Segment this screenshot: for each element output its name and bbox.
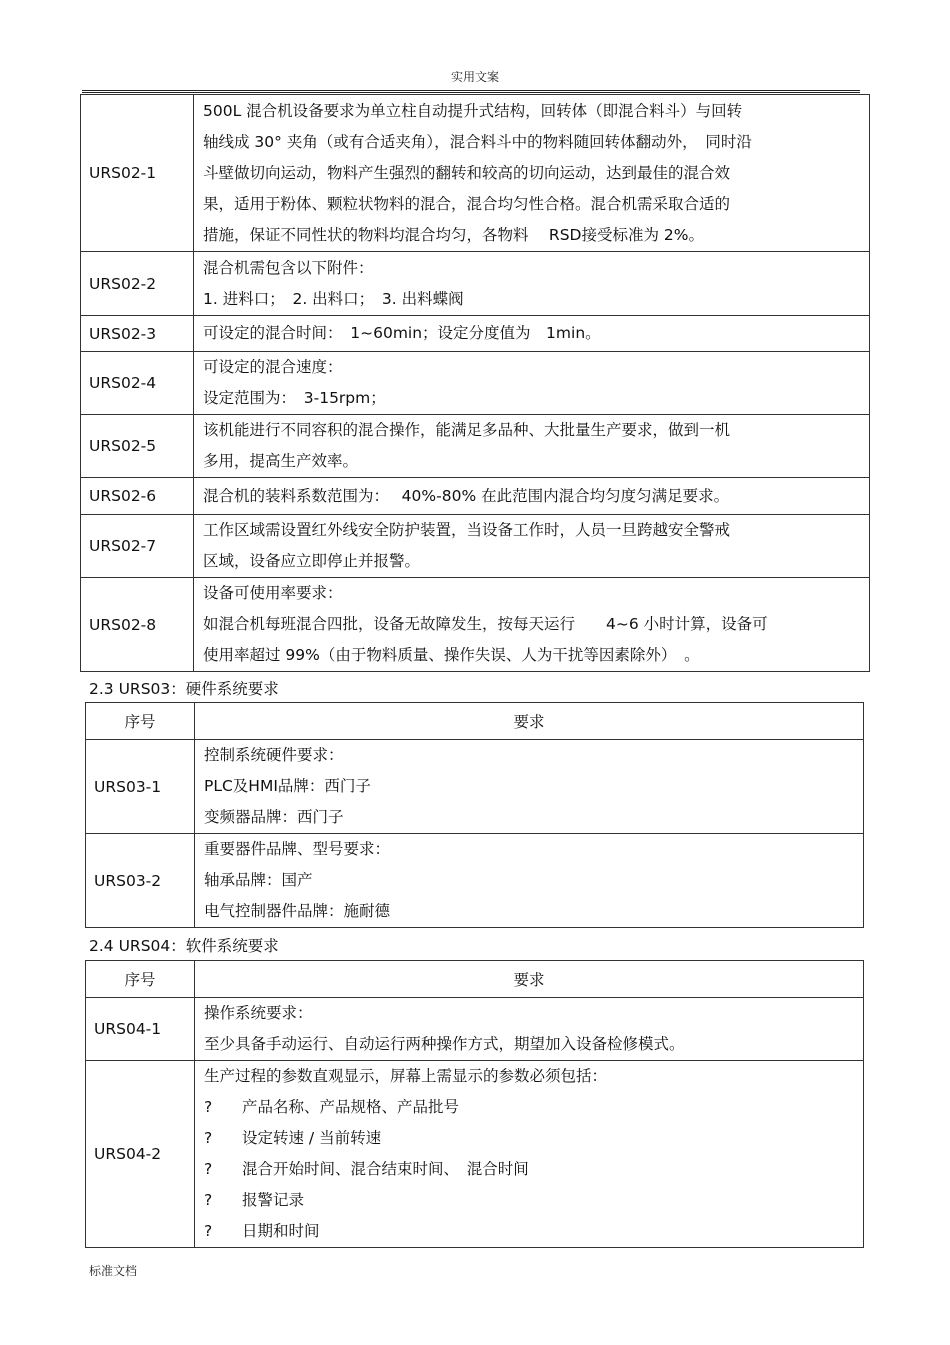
table-row — [81, 515, 870, 578]
content-line: 措施，保证不同性状的物料均混合均匀，各物料 RSD接受标准为 2%。 — [203, 225, 704, 244]
column-header-requirement: 要求 — [195, 961, 864, 998]
row-content — [195, 1061, 864, 1248]
column-header-requirement: 要求 — [195, 703, 864, 740]
page-footer: 标准文档 — [89, 1264, 138, 1278]
row-content — [194, 316, 870, 352]
table-row — [81, 415, 870, 478]
row-id: URS02-5 — [81, 415, 194, 478]
row-content — [194, 352, 870, 415]
table-row — [81, 252, 870, 316]
row-id: URS02-2 — [81, 252, 194, 316]
row-id: URS04-1 — [86, 998, 195, 1061]
content-line: 重要器件品牌、型号要求： — [204, 840, 391, 858]
bullet-icon: ? — [204, 1160, 213, 1178]
content-line: 果，适用于粉体、颗粒状物料的混合，混合均匀性合格。混合机需采取合适的 — [203, 194, 731, 213]
table-row — [86, 998, 864, 1061]
content-line: 至少具备手动运行、自动运行两种操作方式，期望加入设备检修模式。 — [204, 1035, 685, 1053]
content-line: 1. 进料口； 2. 出料口； 3. 出料蝶阀 — [203, 289, 464, 308]
column-header-no: 序号 — [86, 961, 195, 998]
table-header-row — [86, 703, 864, 740]
content-line: 如混合机每班混合四批，设备无故障发生，按每天运行 4~6 小时计算，设备可 — [203, 615, 768, 633]
row-id: URS02-3 — [81, 316, 194, 352]
content-line: 设定范围为： 3-15rpm； — [203, 389, 386, 407]
content-line: 混合机需包含以下附件： — [203, 258, 374, 277]
header-rule-2 — [82, 92, 860, 93]
content-line: 控制系统硬件要求： — [204, 746, 344, 764]
header-rule — [82, 90, 860, 91]
row-id: URS02-1 — [81, 95, 194, 252]
content-line: 可设定的混合时间： 1~60min；设定分度值为 1min。 — [203, 324, 601, 342]
content-line: 轴线成 30° 夹角（或有合适夹角），混合料斗中的物料随回转体翻动外， 同时沿 — [203, 132, 752, 151]
table-row — [81, 316, 870, 352]
row-content — [195, 740, 864, 834]
bullet-icon: ? — [204, 1191, 213, 1209]
content-line: 使用率超过 99%（由于物料质量、操作失误、人为干扰等因素除外） 。 — [203, 646, 700, 664]
list-item-text: 设定转速 / 当前转速 — [242, 1129, 382, 1147]
content-line: 生产过程的参数直观显示，屏幕上需显示的参数必须包括： — [204, 1067, 608, 1085]
section-title-urs04: 2.4 URS04：软件系统要求 — [89, 937, 279, 955]
row-content — [194, 478, 870, 515]
content-line: 区域，设备应立即停止并报警。 — [203, 552, 421, 570]
bullet-icon: ? — [204, 1222, 213, 1240]
row-id: URS02-7 — [81, 515, 194, 578]
bullet-icon: ? — [204, 1098, 213, 1116]
table-row — [81, 478, 870, 515]
row-content — [194, 515, 870, 578]
table-header-row — [86, 961, 864, 998]
content-line: 混合机的装料系数范围为： 40%-80% 在此范围内混合均匀度匀满足要求。 — [203, 486, 730, 505]
content-line: 可设定的混合速度： — [203, 358, 343, 376]
table-row — [81, 95, 870, 252]
row-content — [194, 252, 870, 316]
list-item — [204, 1123, 854, 1154]
table-row — [86, 740, 864, 834]
content-line: 电气控制器件品牌：施耐德 — [204, 902, 391, 920]
row-id: URS03-1 — [86, 740, 195, 834]
list-item — [204, 1185, 854, 1216]
content-line: 工作区域需设置红外线安全防护装置，当设备工作时，人员一旦跨越安全警戒 — [203, 521, 731, 539]
urs02-table — [80, 94, 870, 672]
content-line: 设备可使用率要求： — [203, 584, 343, 602]
bullet-icon: ? — [204, 1129, 213, 1147]
list-item — [204, 1092, 854, 1123]
content-line: 操作系统要求： — [204, 1004, 313, 1022]
row-content — [194, 578, 870, 672]
list-item-text: 日期和时间 — [242, 1222, 320, 1240]
content-line: 500L 混合机设备要求为单立柱自动提升式结构，回转体（即混合料斗）与回转 — [203, 101, 743, 120]
list-item — [204, 1216, 854, 1247]
urs03-table — [85, 702, 864, 928]
content-line: 多用，提高生产效率。 — [203, 452, 359, 470]
list-item — [204, 1154, 854, 1185]
table-row — [86, 1061, 864, 1248]
content-line: 斗壁做切向运动，物料产生强烈的翻转和较高的切向运动，达到最佳的混合效 — [203, 163, 731, 182]
content-line: 轴承品牌：国产 — [204, 871, 313, 889]
row-content — [195, 834, 864, 928]
row-id: URS02-6 — [81, 478, 194, 515]
content-line: PLC及HMI品牌：西门子 — [204, 777, 371, 795]
list-item-text: 混合开始时间、混合结束时间、 混合时间 — [242, 1160, 529, 1178]
page-header: 实用文案 — [450, 70, 499, 84]
row-content — [194, 415, 870, 478]
row-content — [195, 998, 864, 1061]
table-row — [81, 352, 870, 415]
row-id: URS04-2 — [86, 1061, 195, 1248]
table-row — [81, 578, 870, 672]
column-header-no: 序号 — [86, 703, 195, 740]
content-line: 变频器品牌：西门子 — [204, 808, 344, 826]
row-id: URS03-2 — [86, 834, 195, 928]
row-id: URS02-8 — [81, 578, 194, 672]
content-line: 该机能进行不同容积的混合操作，能满足多品种、大批量生产要求，做到一机 — [203, 421, 731, 439]
row-id: URS02-4 — [81, 352, 194, 415]
section-title-urs03: 2.3 URS03：硬件系统要求 — [89, 680, 279, 698]
table-row — [86, 834, 864, 928]
urs04-table — [85, 960, 864, 1248]
list-item-text: 报警记录 — [242, 1191, 305, 1209]
row-content — [194, 95, 870, 252]
list-item-text: 产品名称、产品规格、产品批号 — [242, 1098, 460, 1116]
